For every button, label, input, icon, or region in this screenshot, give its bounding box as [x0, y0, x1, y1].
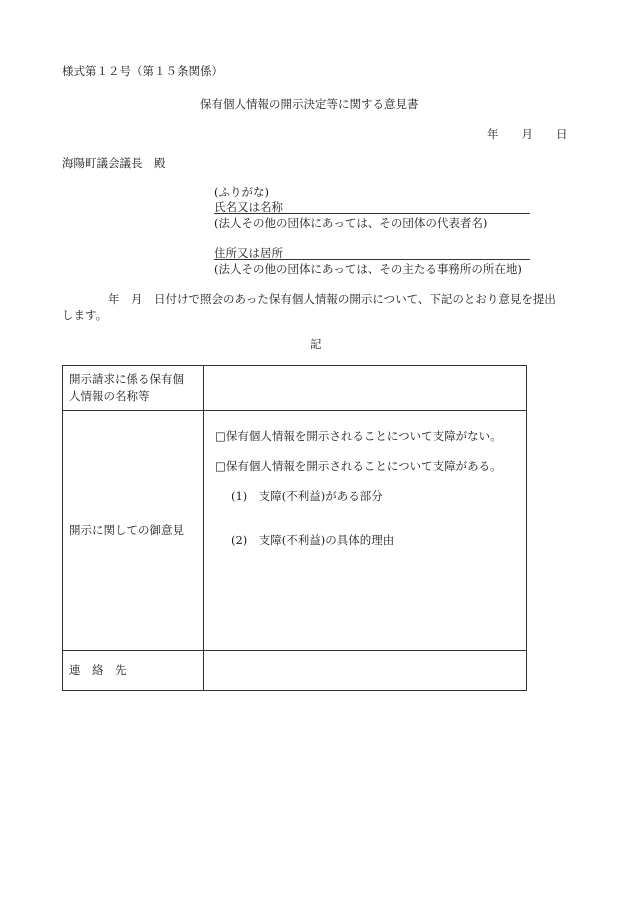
opinion-label: 開示に関しての御意見	[63, 411, 204, 651]
item-name-label-line2: 人情報の名称等	[69, 389, 150, 403]
table-row	[63, 651, 527, 691]
contact-value[interactable]	[204, 651, 527, 691]
name-underline	[214, 213, 530, 214]
sub-item-affected-part: (1) 支障(不利益)がある部分	[231, 489, 383, 503]
opinion-value[interactable]	[204, 411, 527, 651]
option-objection[interactable]: □保有個人情報を開示されることについて支障がある。	[215, 459, 502, 473]
address-underline	[214, 259, 530, 260]
recipient: 海陽町議会議長 殿	[62, 156, 166, 170]
item-name-value[interactable]	[204, 366, 527, 411]
sub-item-specific-reason: (2) 支障(不利益)の具体的理由	[231, 533, 395, 547]
address-note: (法人その他の団体にあっては、その主たる事務所の所在地)	[214, 262, 522, 276]
furigana-label: (ふりがな)	[214, 185, 269, 199]
ki-heading: 記	[310, 337, 322, 351]
body-text-line2: します。	[62, 308, 108, 322]
name-label: 氏名又は名称	[214, 200, 283, 214]
contact-label: 連 絡 先	[63, 651, 204, 691]
option-no-objection[interactable]: □保有個人情報を開示されることについて支障がない。	[215, 429, 502, 443]
body-text-line1: 年 月 日付けで照会のあった保有個人情報の開示について、下記のとおり意見を提出	[108, 292, 556, 306]
address-label: 住所又は居所	[214, 246, 283, 260]
document-title: 保有個人情報の開示決定等に関する意見書	[200, 97, 419, 111]
name-note: (法人その他の団体にあっては、その団体の代表者名)	[214, 216, 488, 230]
item-name-label	[63, 366, 204, 411]
table-row	[63, 366, 527, 411]
form-number: 様式第１２号（第１５条関係）	[62, 64, 223, 78]
item-name-label-line1: 開示請求に係る保有個	[69, 372, 184, 386]
opinion-table	[62, 365, 527, 691]
date-line: 年 月 日	[487, 127, 568, 141]
table-row	[63, 411, 527, 651]
